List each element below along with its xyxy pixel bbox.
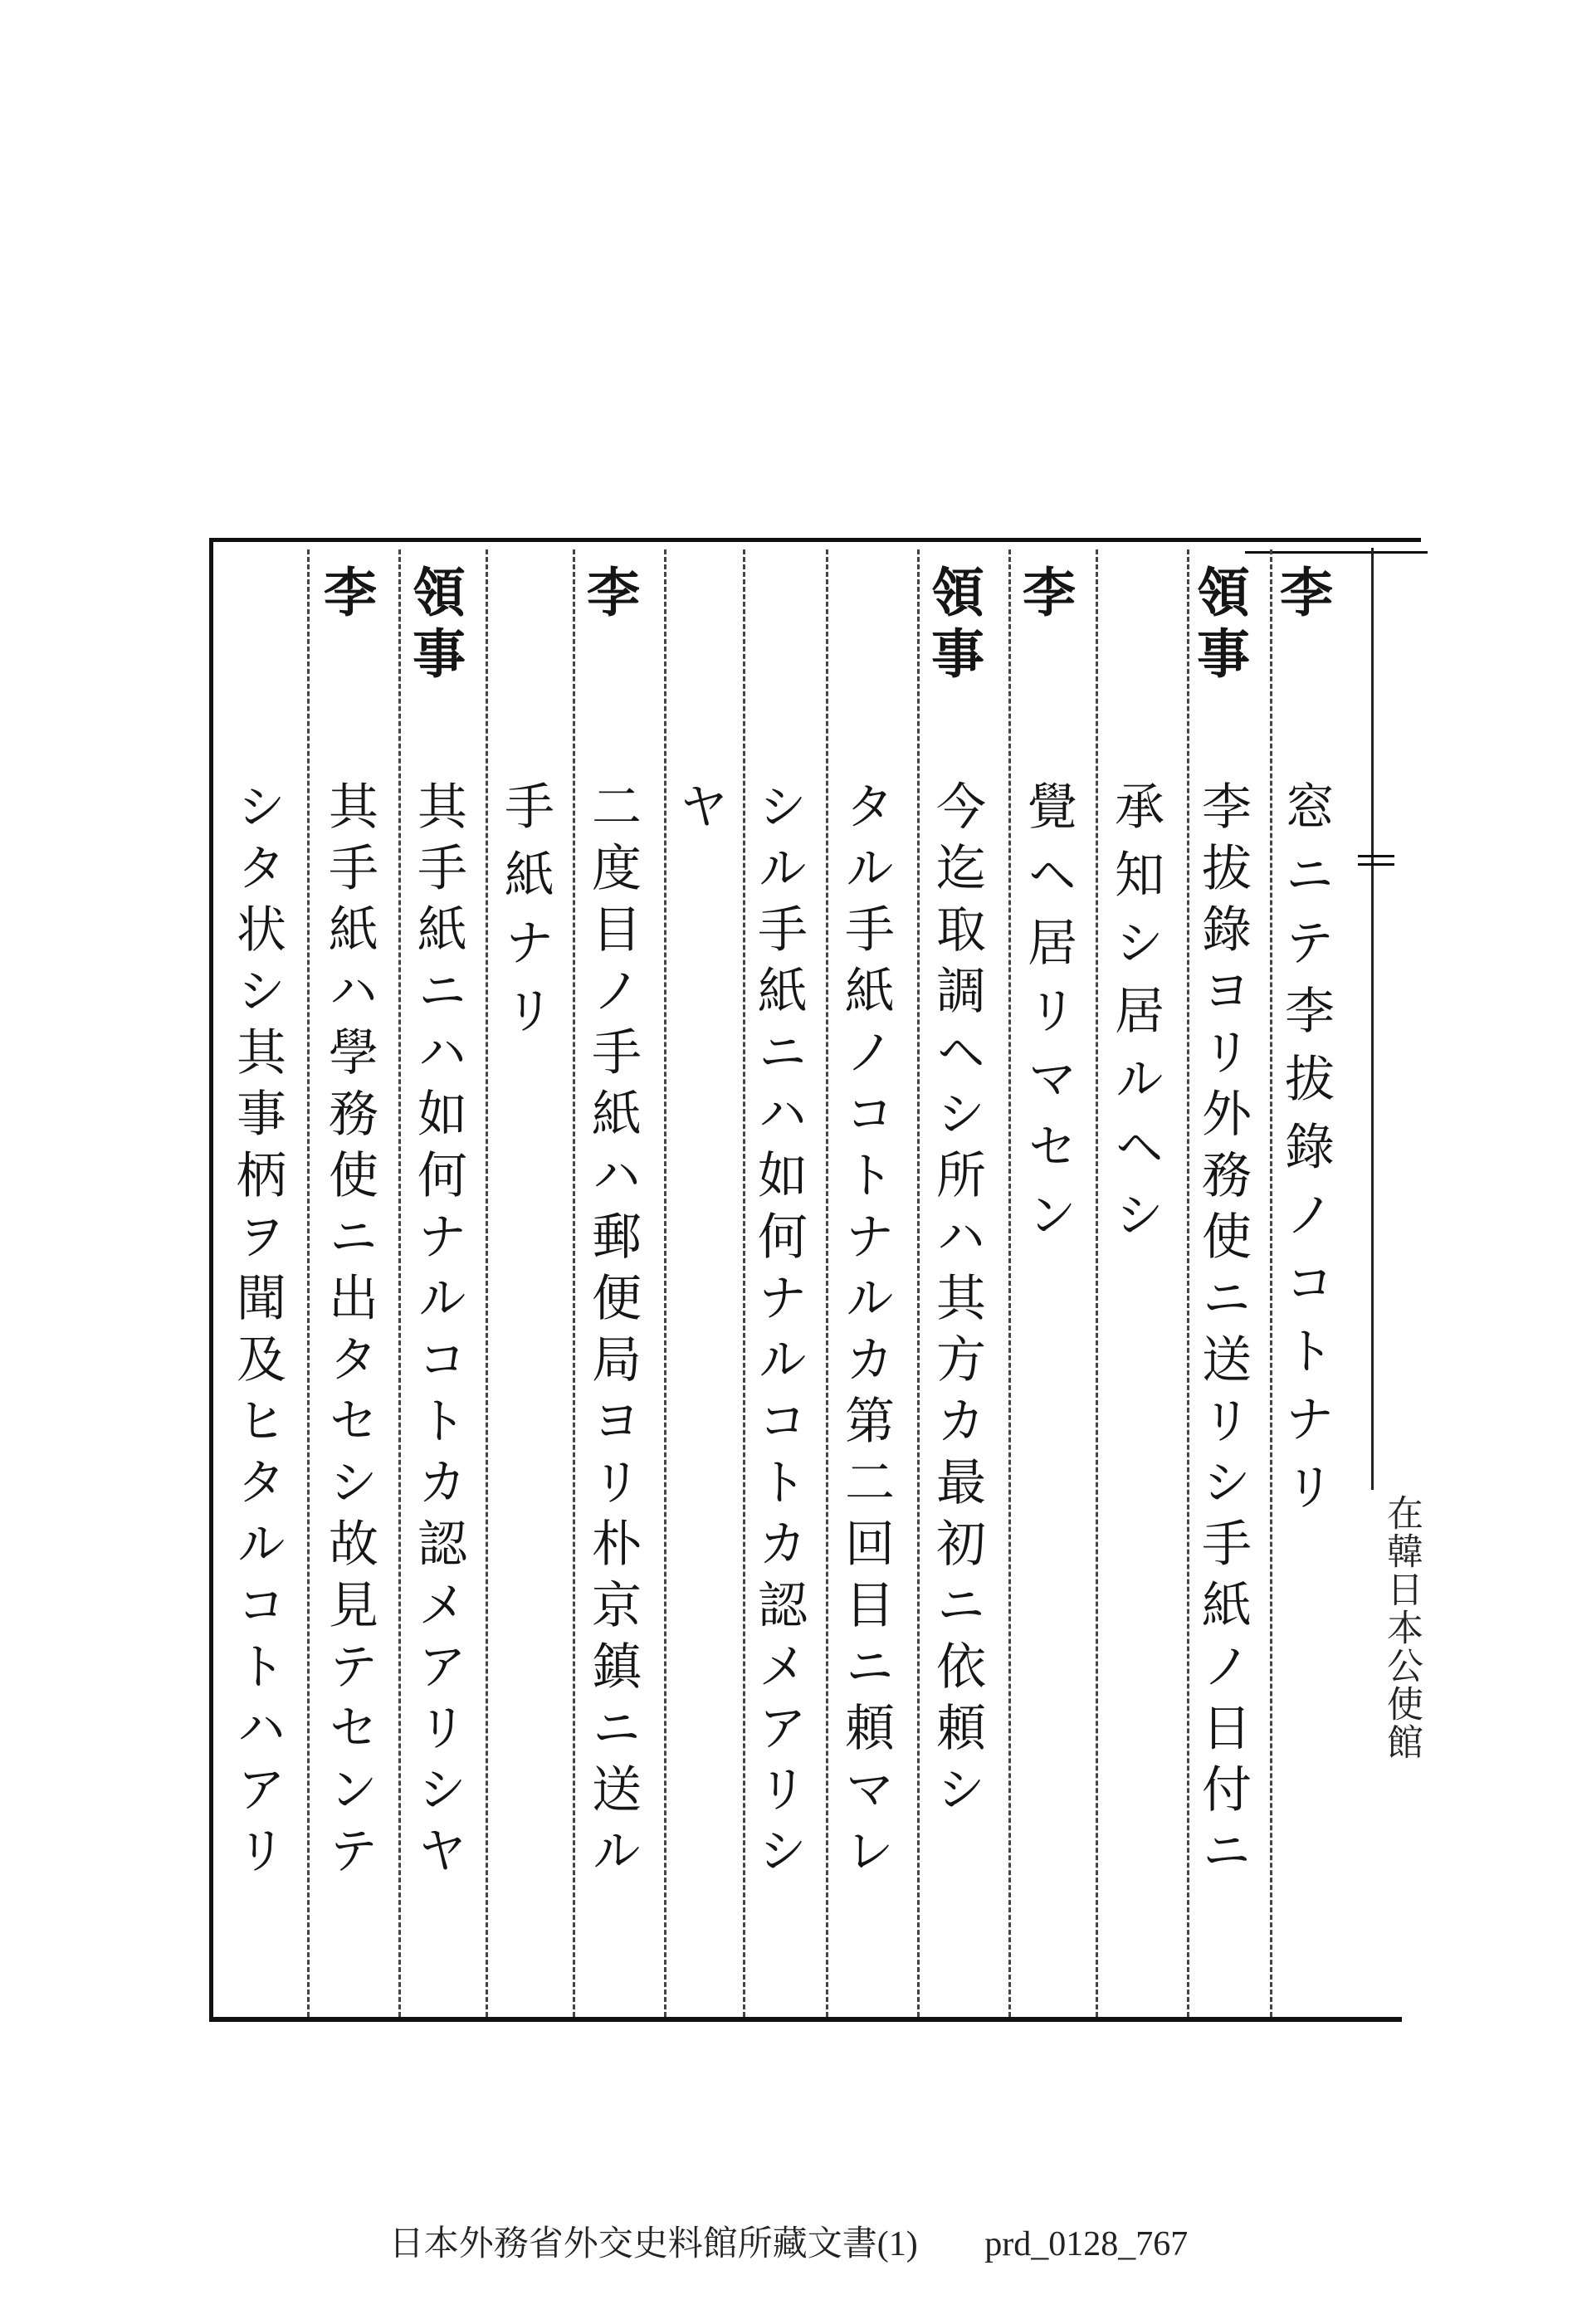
dialogue-line: 承知シ居ルヘシ	[1106, 780, 1164, 1257]
column-rule	[307, 549, 310, 2017]
footer-caption	[0, 2216, 1577, 2266]
column-rule	[664, 549, 666, 2017]
speaker-label: 領事	[403, 564, 466, 687]
speaker-label: 領事	[922, 564, 984, 687]
dialogue-line: 窓ニテ李拔錄ノコトナリ	[1277, 780, 1335, 1529]
edge-mark	[1358, 863, 1394, 866]
speaker-label: 李	[578, 564, 640, 626]
column-rule	[743, 549, 745, 2017]
dialogue-line: タル手紙ノコトナルカ第二回目ニ頼マレ	[837, 780, 895, 1886]
edge-mark	[1358, 855, 1394, 857]
dialogue-line: 其手紙ニハ如何ナルコトカ認メアリシヤ	[409, 780, 467, 1886]
speaker-label: 領事	[1188, 564, 1250, 687]
dialogue-line: 手紙ナリ	[496, 780, 554, 1052]
speaker-label: 李	[1271, 564, 1333, 626]
speaker-label: 李	[1013, 564, 1076, 626]
column-rule	[1187, 549, 1189, 2017]
frame-right-rule	[1371, 548, 1374, 1490]
dialogue-line: 二度目ノ手紙ハ郵便局ヨリ朴京鎮ニ送ル	[583, 780, 642, 1886]
column-rule	[826, 549, 828, 2017]
column-rule	[486, 549, 488, 2017]
column-rule	[398, 549, 401, 2017]
document-id: prd_0128_767	[984, 2225, 1189, 2263]
column-rule	[1270, 549, 1272, 2017]
column-rule	[917, 549, 920, 2017]
dialogue-line: シタ状シ其事柄ヲ聞及ヒタルコトハアリ	[228, 780, 286, 1886]
dialogue-line: ヤ	[671, 780, 729, 848]
column-rule	[573, 549, 575, 2017]
side-stamp: 在韓日本公使館	[1380, 1494, 1423, 1761]
speaker-label: 李	[315, 564, 377, 626]
dialogue-line: 李拔錄ヨリ外務使ニ送リシ手紙ノ日付ニ	[1194, 780, 1252, 1886]
column-rule	[1008, 549, 1011, 2017]
column-rule	[1096, 549, 1098, 2017]
dialogue-line: 覺ヘ居リマセン	[1019, 780, 1077, 1257]
dialogue-line: 其手紙ハ學務使ニ出タセシ故見テセンテ	[320, 780, 378, 1886]
dialogue-line: 今迄取調ヘシ所ハ其方カ最初ニ依頼シ	[928, 780, 986, 1824]
dialogue-line: シル手紙ニハ如何ナルコトカ認メアリシ	[749, 780, 808, 1886]
archive-source: 日本外務省外交史料館所藏文書(1)	[388, 2225, 918, 2263]
